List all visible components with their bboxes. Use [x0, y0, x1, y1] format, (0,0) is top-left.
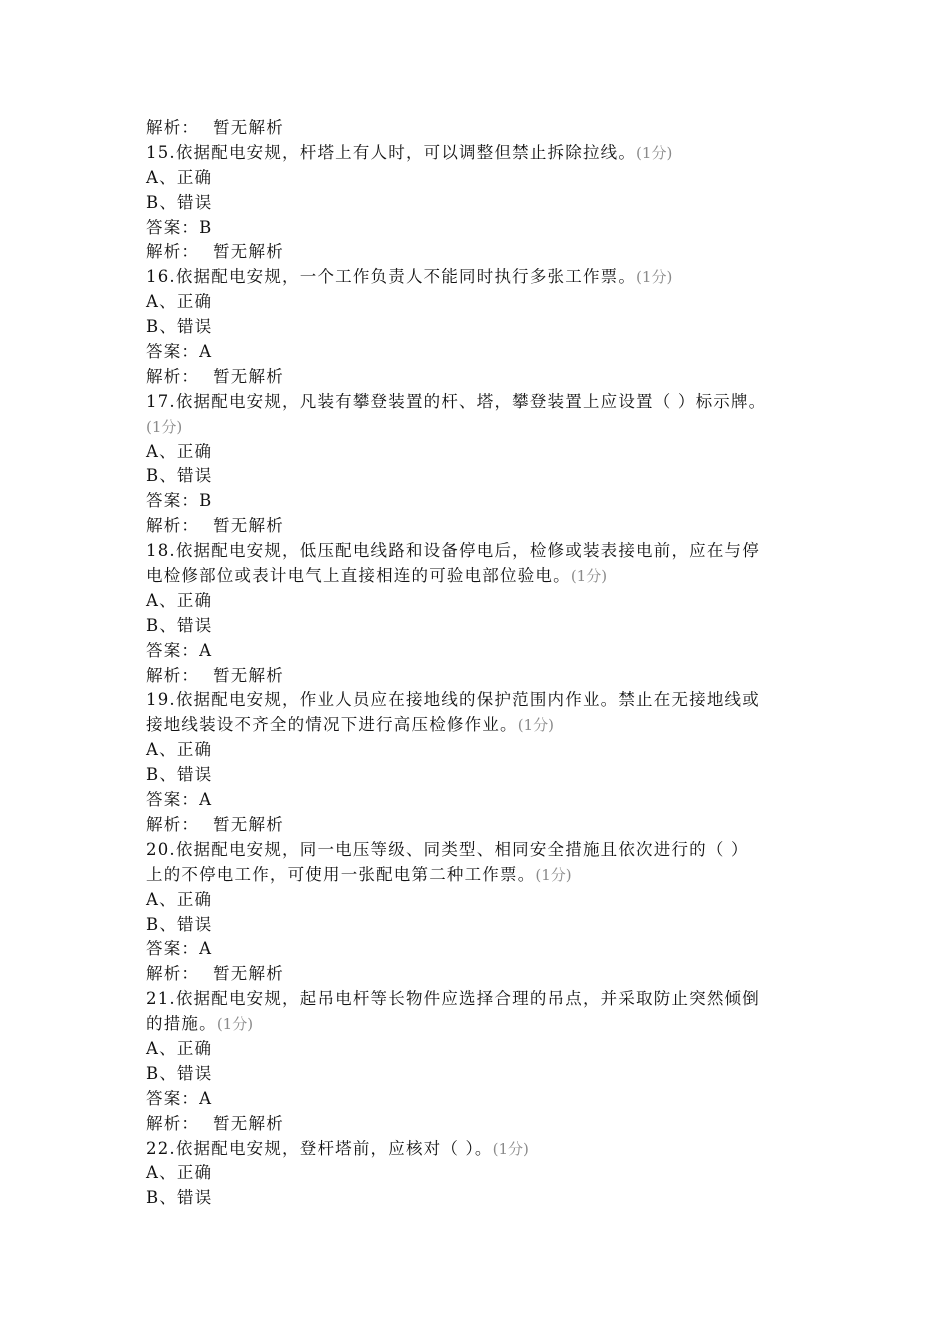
analysis-line [146, 514, 816, 539]
answer-text: 答案：A [146, 640, 213, 660]
score-label: (1分) [636, 268, 673, 287]
analysis-text: 暂无解析 [213, 242, 284, 262]
option-text: B、错误 [146, 1188, 213, 1208]
score-label: (1分) [216, 1015, 254, 1034]
score-label: (1分) [570, 567, 608, 586]
analysis-line [146, 962, 816, 987]
analysis-label: 解析： [146, 814, 200, 834]
question-text: 17.依据配电安规，凡装有攀登装置的杆、塔，攀登装置上应设置（ ）标示牌。 [146, 391, 767, 411]
answer-line [146, 489, 816, 514]
option-text: B、错误 [146, 317, 213, 337]
analysis-label: 解析： [146, 665, 200, 685]
option-text: B、错误 [146, 765, 213, 785]
question-line [146, 390, 816, 415]
analysis-text: 暂无解析 [213, 814, 284, 834]
option-text: A、正确 [146, 590, 213, 610]
question-text: 的措施。 [146, 1014, 217, 1034]
question-line [146, 838, 816, 863]
option-line [146, 464, 816, 489]
question-line [146, 265, 816, 290]
option-line [146, 290, 816, 315]
option-text: A、正确 [146, 740, 213, 760]
option-line [146, 589, 816, 614]
analysis-line [146, 813, 816, 838]
option-line [146, 614, 816, 639]
analysis-line [146, 664, 816, 689]
question-text: 电检修部位或表计电气上直接相连的可验电部位验电。 [146, 566, 571, 586]
analysis-text: 暂无解析 [213, 516, 284, 536]
answer-text: 答案：A [146, 342, 213, 362]
option-text: B、错误 [146, 615, 213, 635]
question-line [146, 1137, 816, 1162]
option-text: A、正确 [146, 167, 213, 187]
answer-text: 答案：B [146, 217, 213, 237]
question-line [146, 415, 816, 440]
option-line [146, 1186, 816, 1211]
option-line [146, 1037, 816, 1062]
option-text: A、正确 [146, 1163, 213, 1183]
answer-line [146, 216, 816, 241]
score-label: (1分) [492, 1139, 529, 1158]
option-line [146, 738, 816, 763]
answer-line [146, 340, 816, 365]
question-line [146, 141, 816, 166]
answer-line [146, 937, 816, 962]
analysis-label: 解析： [146, 242, 200, 262]
option-text: B、错误 [146, 914, 213, 934]
question-text: 18.依据配电安规，低压配电线路和设备停电后，检修或装表接电前，应在与停 [146, 541, 760, 561]
analysis-label: 解析： [146, 1113, 200, 1133]
answer-text: 答案：A [146, 939, 213, 959]
question-text: 上的不停电工作，可使用一张配电第二种工作票。 [146, 864, 536, 884]
analysis-label: 解析： [146, 118, 200, 137]
question-text: 15.依据配电安规，杆塔上有人时，可以调整但禁止拆除拉线。 [146, 142, 637, 162]
option-text: A、正确 [146, 292, 213, 312]
analysis-text: 暂无解析 [213, 366, 284, 386]
question-text: 22.依据配电安规，登杆塔前，应核对（ ）。 [146, 1138, 493, 1158]
score-label: (1分) [517, 716, 554, 735]
question-text: 16.依据配电安规，一个工作负责人不能同时执行多张工作票。 [146, 267, 637, 287]
option-line [146, 763, 816, 788]
option-line [146, 888, 816, 913]
analysis-text: 暂无解析 [213, 1113, 284, 1133]
option-line [146, 191, 816, 216]
question-line [146, 863, 816, 888]
option-text: A、正确 [146, 1038, 213, 1058]
analysis-line [146, 365, 816, 390]
analysis-line [146, 240, 816, 265]
option-line [146, 440, 816, 465]
option-line [146, 1062, 816, 1087]
answer-text: 答案：A [146, 1088, 213, 1108]
question-text: 21.依据配电安规，起吊电杆等长物件应选择合理的吊点，并采取防止突然倾倒 [146, 989, 760, 1009]
score-label: (1分) [636, 143, 673, 162]
question-line [146, 564, 816, 589]
document-body [146, 116, 816, 1211]
option-line [146, 913, 816, 938]
question-line [146, 688, 816, 713]
question-text: 19.依据配电安规，作业人员应在接地线的保护范围内作业。禁止在无接地线或 [146, 690, 760, 710]
option-line [146, 1161, 816, 1186]
analysis-line [146, 116, 816, 141]
analysis-text: 暂无解析 [213, 118, 284, 137]
answer-line [146, 788, 816, 813]
answer-line [146, 639, 816, 664]
option-text: B、错误 [146, 192, 213, 212]
analysis-label: 解析： [146, 366, 200, 386]
score-label: (1分) [535, 865, 572, 884]
analysis-label: 解析： [146, 516, 200, 536]
analysis-label: 解析： [146, 964, 200, 984]
analysis-text: 暂无解析 [213, 964, 284, 984]
answer-text: 答案：B [146, 491, 213, 511]
option-text: B、错误 [146, 466, 213, 486]
analysis-line [146, 1112, 816, 1137]
question-text: 20.依据配电安规，同一电压等级、同类型、相同安全措施且依次进行的（ ） [146, 839, 749, 859]
score-label: (1分) [146, 417, 183, 436]
option-text: B、错误 [146, 1063, 213, 1083]
question-line [146, 1012, 816, 1037]
option-text: A、正确 [146, 441, 213, 461]
option-text: A、正确 [146, 889, 213, 909]
question-line [146, 987, 816, 1012]
answer-text: 答案：A [146, 790, 213, 810]
answer-line [146, 1087, 816, 1112]
option-line [146, 315, 816, 340]
question-text: 接地线装设不齐全的情况下进行高压检修作业。 [146, 715, 518, 735]
question-line [146, 713, 816, 738]
option-line [146, 166, 816, 191]
analysis-text: 暂无解析 [213, 665, 284, 685]
question-line [146, 539, 816, 564]
